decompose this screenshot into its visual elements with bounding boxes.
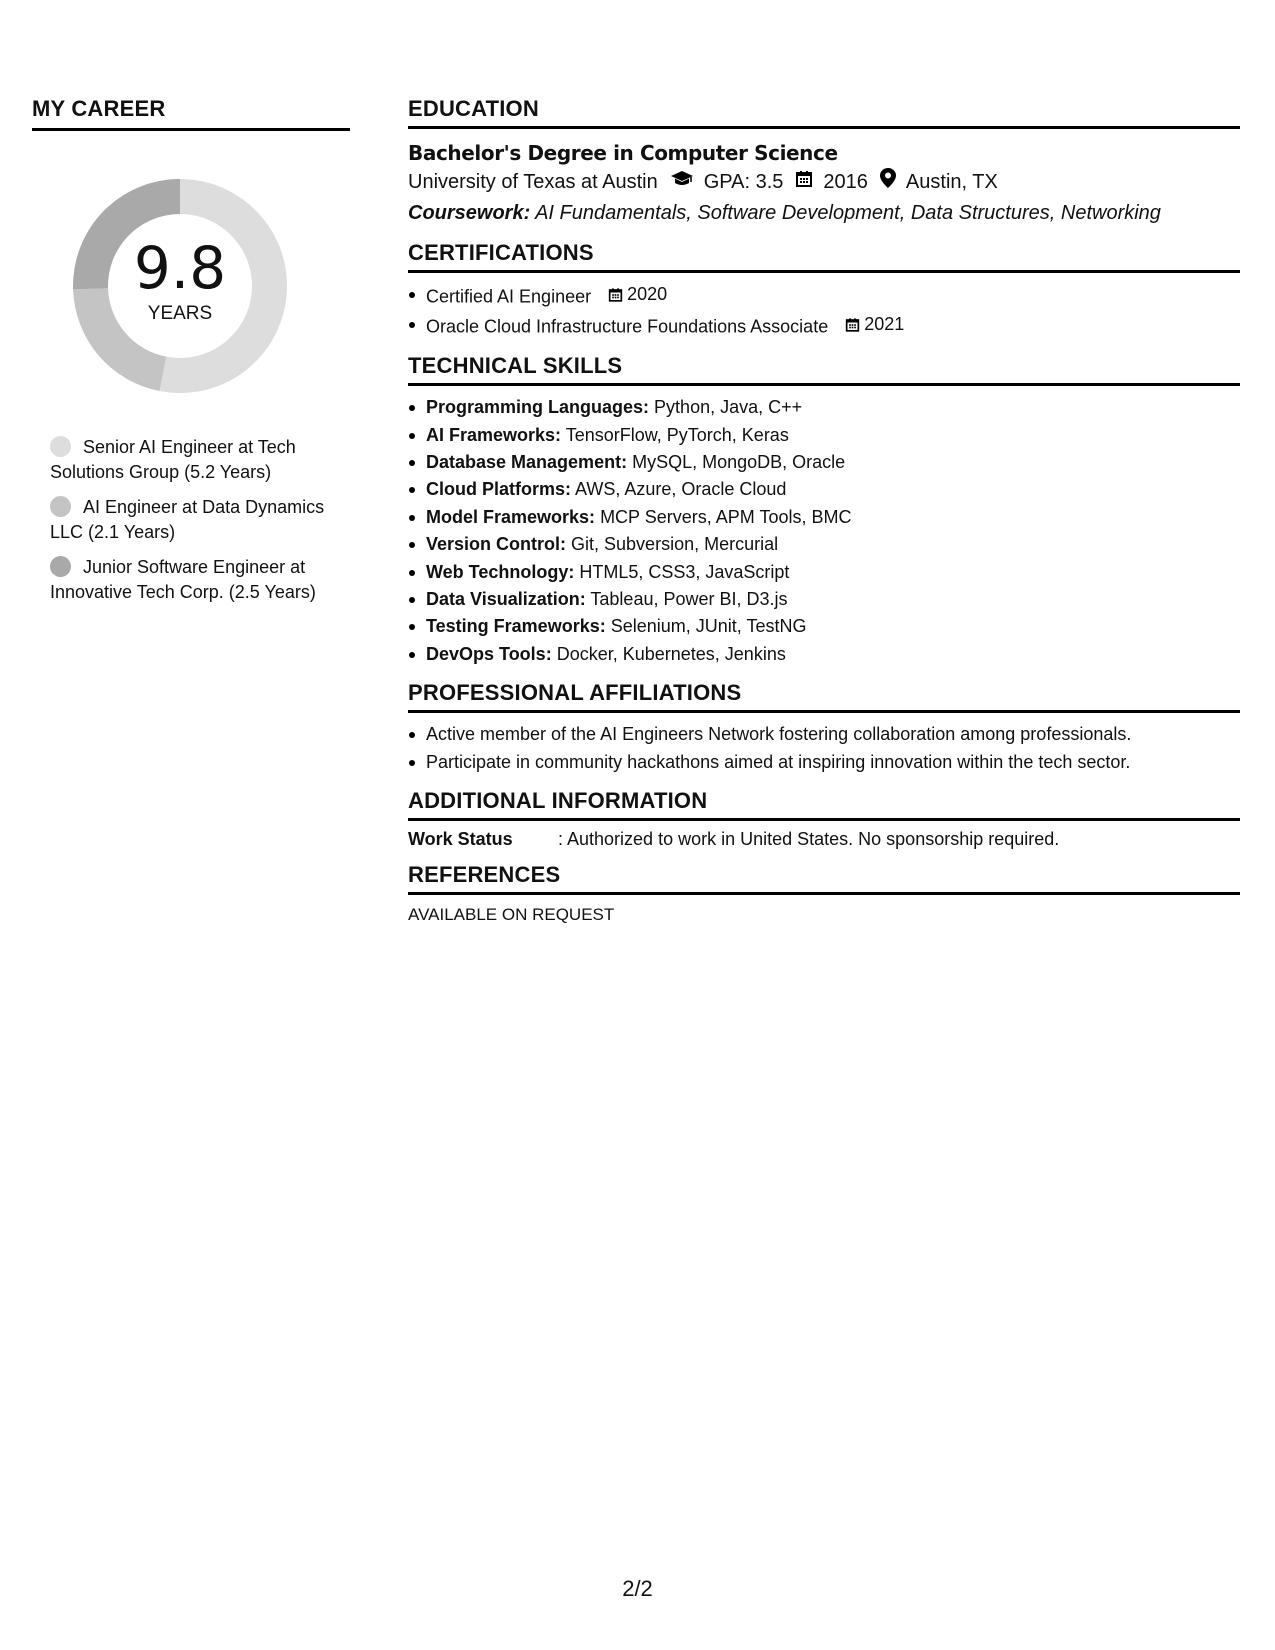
donut-center (65, 171, 295, 401)
certification-year-wrap (608, 281, 667, 308)
skill-label: Web Technology: (426, 561, 575, 582)
references-text: AVAILABLE ON REQUEST (408, 905, 615, 925)
skill-label: Model Frameworks: (426, 506, 596, 527)
list-item (426, 311, 1240, 341)
legend-dot-icon (50, 556, 71, 577)
skills-list (408, 394, 1240, 668)
skills-section (408, 353, 1240, 668)
certification-name: Certified AI Engineer (426, 286, 592, 307)
skill-label: Testing Frameworks: (426, 616, 606, 637)
legend-dot-icon (50, 496, 71, 517)
total-years-unit: YEARS (147, 303, 213, 324)
certifications-section (408, 240, 1240, 341)
affiliations-list (408, 721, 1240, 776)
list-item: Active member of the AI Engineers Network fostering collaboration among professionals. (426, 721, 1240, 748)
legend-label: Senior AI Engineer at Tech Solutions Group (5.2 Years) (50, 437, 296, 482)
gpa: GPA: 3.5 (703, 171, 784, 193)
skill-label: Version Control: (426, 534, 567, 555)
skill-value: MySQL, MongoDB, Oracle (632, 452, 846, 473)
education-details (408, 167, 1240, 198)
certification-year: 2021 (864, 314, 905, 335)
certification-name: Oracle Cloud Infrastructure Foundations Associate (426, 316, 829, 337)
career-donut-chart (65, 171, 295, 401)
work-status-label: Work Status (408, 829, 513, 850)
skill-value: Python, Java, C++ (654, 397, 803, 418)
calendar-icon (608, 287, 623, 303)
school-location: Austin, TX (905, 171, 998, 193)
skill-label: Programming Languages: (426, 397, 650, 418)
section-title: REFERENCES (408, 862, 1240, 895)
school-name: University of Texas at Austin (408, 171, 658, 193)
skill-value: AWS, Azure, Oracle Cloud (575, 479, 787, 500)
work-status-row (408, 829, 1240, 850)
coursework (408, 198, 1240, 228)
legend-item (50, 555, 350, 605)
career-title: MY CAREER (32, 96, 350, 131)
section-title: TECHNICAL SKILLS (408, 353, 1240, 386)
legend-dot-icon (50, 436, 71, 457)
certification-year-wrap (845, 311, 904, 338)
section-title: ADDITIONAL INFORMATION (408, 788, 1240, 821)
skill-value: MCP Servers, APM Tools, BMC (600, 506, 852, 527)
graduation-cap-icon (670, 167, 694, 198)
list-item (426, 531, 1240, 558)
legend-item (50, 495, 350, 545)
section-title: PROFESSIONAL AFFILIATIONS (408, 680, 1240, 713)
list-item (426, 641, 1240, 668)
list-item (426, 449, 1240, 476)
skill-value: Tableau, Power BI, D3.js (590, 589, 788, 610)
list-item: Participate in community hackathons aimed at inspiring innovation within the tech sector. (426, 749, 1240, 776)
skill-label: Data Visualization: (426, 589, 586, 610)
list-item (426, 281, 1240, 311)
list-item (426, 559, 1240, 586)
list-item (426, 504, 1240, 531)
section-title: CERTIFICATIONS (408, 240, 1240, 273)
list-item (426, 476, 1240, 503)
career-sidebar (32, 96, 350, 615)
skill-value: TensorFlow, PyTorch, Keras (565, 424, 789, 445)
skill-label: Cloud Platforms: (426, 479, 572, 500)
skill-label: Database Management: (426, 452, 628, 473)
page-number: 2/2 (622, 1576, 653, 1601)
career-legend (32, 435, 350, 605)
graduation-year: 2016 (823, 171, 868, 193)
total-years-value: 9.8 (133, 234, 227, 302)
degree-title: Bachelor's Degree in Computer Science (408, 141, 838, 165)
skill-label: DevOps Tools: (426, 643, 552, 664)
affiliations-section (408, 680, 1240, 776)
certifications-list (408, 281, 1240, 341)
list-item (426, 586, 1240, 613)
skill-value: HTML5, CSS3, JavaScript (579, 561, 790, 582)
certification-year: 2020 (627, 284, 668, 304)
list-item (426, 613, 1240, 640)
additional-info-section (408, 788, 1240, 850)
list-item (426, 422, 1240, 449)
coursework-list: AI Fundamentals, Software Development, Data Structures, Networking (535, 202, 1161, 224)
list-item (426, 394, 1240, 421)
calendar-icon (845, 317, 860, 333)
skill-label: AI Frameworks: (426, 424, 562, 445)
legend-label: AI Engineer at Data Dynamics LLC (2.1 Years) (50, 497, 325, 542)
education-section (408, 96, 1240, 228)
legend-item (50, 435, 350, 485)
references-section (408, 862, 1240, 925)
skill-value: Docker, Kubernetes, Jenkins (556, 643, 786, 664)
skill-value: Selenium, JUnit, TestNG (610, 616, 807, 637)
calendar-icon (795, 167, 813, 198)
section-title: EDUCATION (408, 96, 1240, 129)
work-status-value: : Authorized to work in United States. No sponsorship required. (558, 829, 1060, 850)
resume-main (408, 96, 1240, 937)
skill-value: Git, Subversion, Mercurial (571, 534, 779, 555)
location-pin-icon (880, 167, 896, 198)
legend-label: Junior Software Engineer at Innovative Tech Corp. (2.5 Years) (50, 557, 316, 602)
coursework-label: Coursework: (408, 202, 531, 224)
